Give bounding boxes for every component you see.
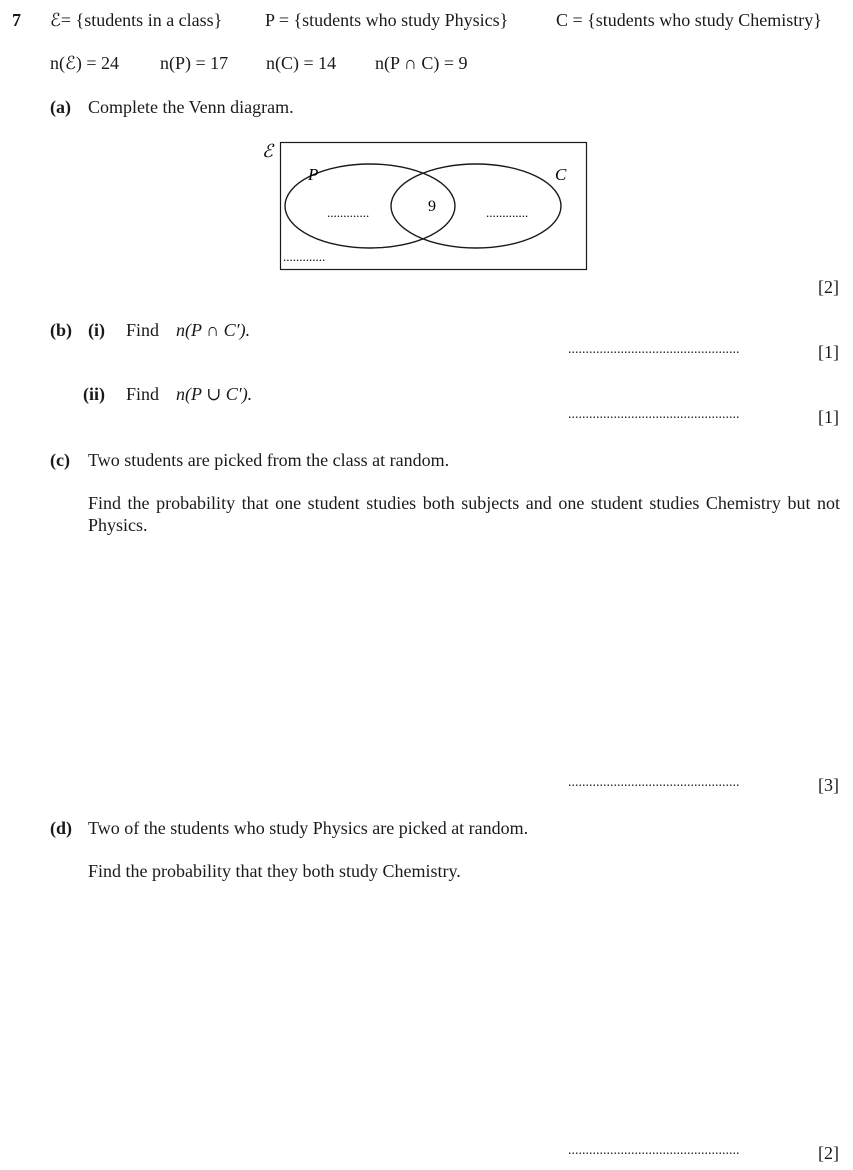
intersection-value: 9 <box>428 198 436 215</box>
part-b-ii-answer-line[interactable]: ................................................. <box>568 407 740 422</box>
part-b-i-marks: [1] <box>818 342 839 362</box>
part-a-prompt: Complete the Venn diagram. <box>88 97 294 117</box>
part-d-prompt: Find the probability that they both study Chemistry. <box>88 861 461 881</box>
venn-diagram <box>255 135 595 280</box>
part-c-label: (c) <box>50 450 70 470</box>
n-physics: n(P) = 17 <box>160 53 229 73</box>
part-a-marks: [2] <box>818 277 839 297</box>
part-b-ii-expression: n(P ∪ C′). <box>176 384 253 404</box>
label-p: P <box>308 165 319 184</box>
chemistry-set-definition: C = {students who study Chemistry} <box>556 10 822 30</box>
part-c-prompt: Find the probability that one student studies both subjects and one student studies Chemistry but not Physics. <box>88 493 840 535</box>
outside-blank[interactable]: ............. <box>283 249 326 264</box>
c-only-blank[interactable]: ............. <box>486 205 529 220</box>
part-d-answer-line[interactable]: ................................................. <box>568 1143 740 1158</box>
n-chemistry: n(C) = 14 <box>266 53 337 73</box>
circle-c <box>391 164 561 248</box>
part-b-i-label: (i) <box>88 320 105 340</box>
p-only-blank[interactable]: ............. <box>327 205 370 220</box>
part-d-intro: Two of the students who study Physics are picked at random. <box>88 818 529 838</box>
physics-set-definition: P = {students who study Physics} <box>265 10 509 30</box>
n-intersection: n(P ∩ C) = 9 <box>375 53 468 73</box>
part-a-label: (a) <box>50 97 71 117</box>
part-c-answer-line[interactable]: ................................................. <box>568 775 740 790</box>
universal-symbol: ℰ <box>262 141 273 161</box>
part-b-ii-prompt: Find <box>126 384 160 404</box>
universal-set-definition: ℰ= {students in a class} <box>50 10 223 30</box>
n-universal: n(ℰ) = 24 <box>50 53 120 73</box>
label-c: C <box>555 165 567 184</box>
part-d-label: (d) <box>50 818 72 838</box>
part-b-label: (b) <box>50 320 72 340</box>
part-d-marks: [2] <box>818 1143 839 1163</box>
question-number: 7 <box>12 10 21 30</box>
part-b-i-answer-line[interactable]: ................................................. <box>568 342 740 357</box>
part-c-intro: Two students are picked from the class at random. <box>88 450 450 470</box>
part-b-i-prompt: Find <box>126 320 160 340</box>
part-b-ii-label: (ii) <box>83 384 105 404</box>
part-b-i-expression: n(P ∩ C′). <box>176 320 251 340</box>
part-b-ii-marks: [1] <box>818 407 839 427</box>
part-c-marks: [3] <box>818 775 839 795</box>
